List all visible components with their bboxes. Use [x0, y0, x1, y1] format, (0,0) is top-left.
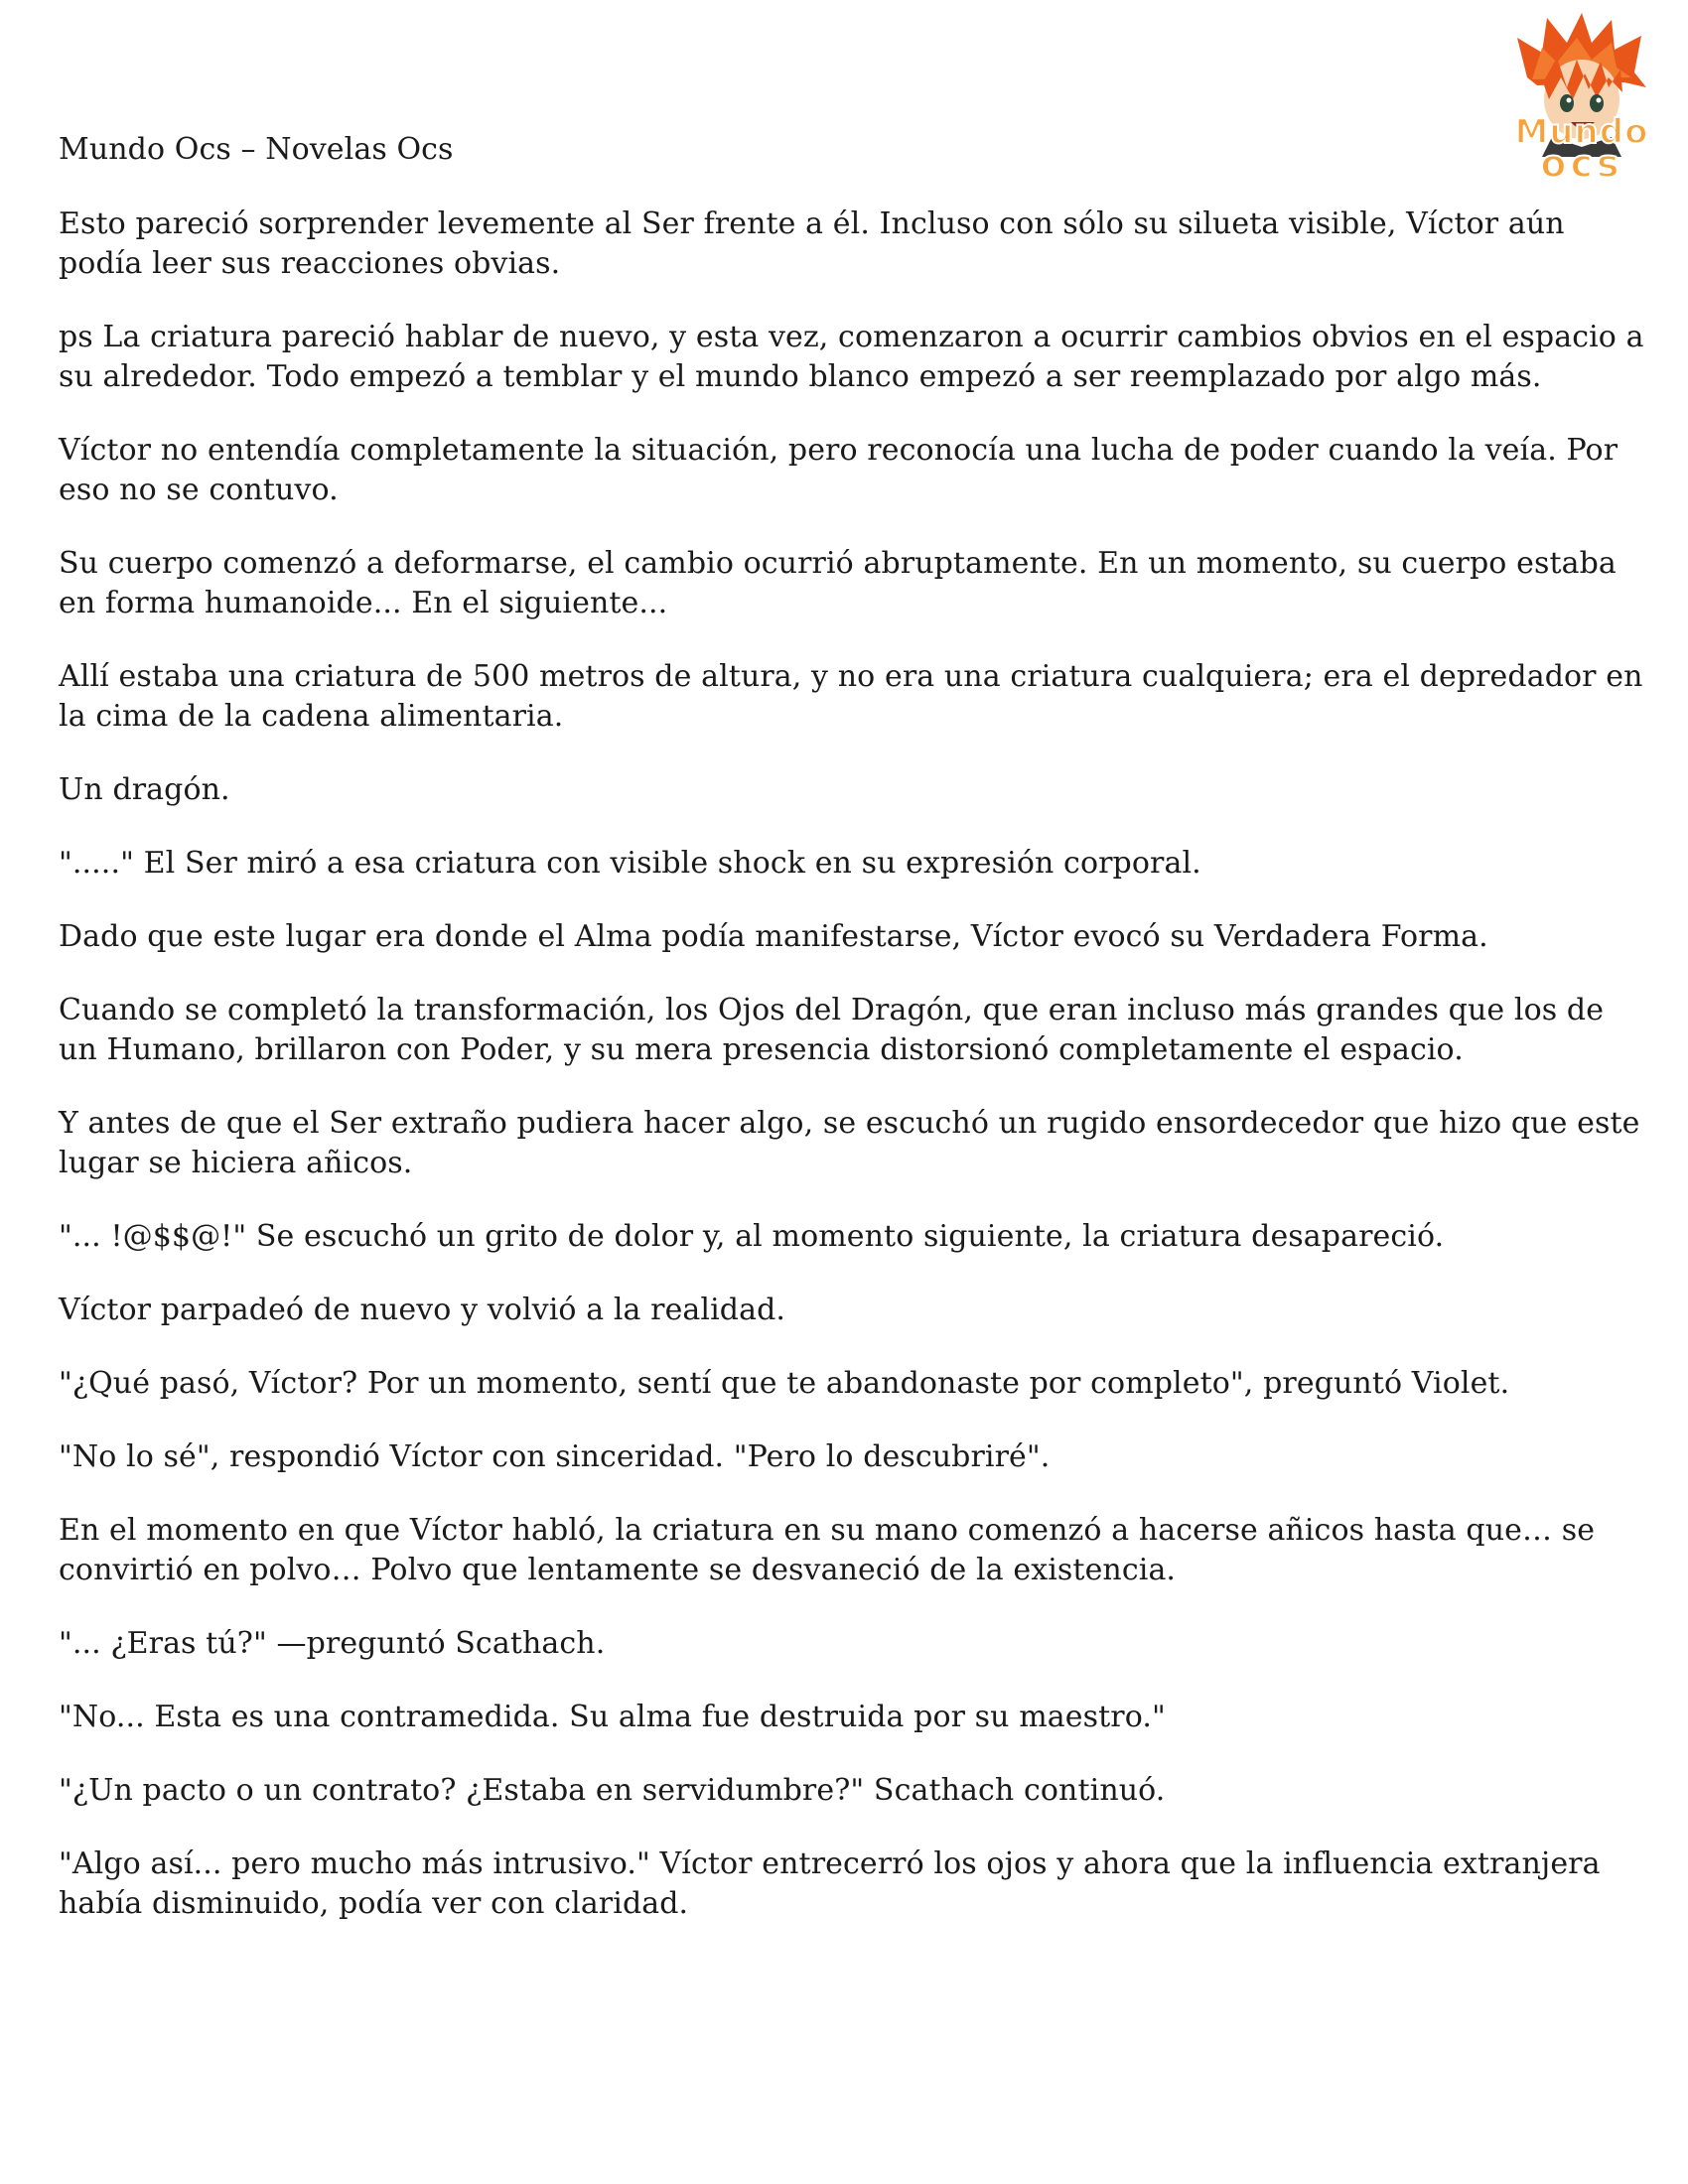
- paragraph: Dado que este lugar era donde el Alma podía manifestarse, Víctor evocó su Verdadera Forma.: [59, 919, 1488, 954]
- paragraph: Allí estaba una criatura de 500 metros de altura, y no era una criatura cualquiera; era el depredador en la cima de la cadena alimentaria.: [59, 659, 1643, 734]
- mundo-ocs-logo: [1497, 8, 1666, 187]
- paragraph: Su cuerpo comenzó a deformarse, el cambio ocurrió abruptamente. En un momento, su cuerpo estaba en forma humanoide... En el siguiente...: [59, 546, 1617, 620]
- paragraph: "No lo sé", respondió Víctor con sinceridad. "Pero lo descubriré".: [59, 1439, 1051, 1474]
- paragraph: En el momento en que Víctor habló, la criatura en su mano comenzó a hacerse añicos hasta que… se convirtió en polvo… Polvo que lentamente se desvaneció de la existencia.: [59, 1513, 1596, 1587]
- paragraph: "Algo así... pero mucho más intrusivo." Víctor entrecerró los ojos y ahora que la influencia extranjera había disminuido, podía ver con claridad.: [59, 1846, 1601, 1921]
- page-header: Mundo Ocs – Novelas Ocs: [59, 132, 454, 167]
- paragraph: "....." El Ser miró a esa criatura con visible shock en su expresión corporal.: [59, 846, 1201, 881]
- paragraph: Víctor no entendía completamente la situación, pero reconocía una lucha de poder cuando la veía. Por eso no se contuvo.: [59, 433, 1618, 507]
- paragraph: Un dragón.: [59, 772, 230, 807]
- paragraph: Esto pareció sorprender levemente al Ser frente a él. Incluso con sólo su silueta visible, Víctor aún podía leer sus reacciones obvias.: [59, 206, 1565, 281]
- paragraph: "¿Un pacto o un contrato? ¿Estaba en servidumbre?" Scathach continuó.: [59, 1773, 1166, 1808]
- logo-text-bottom: ocs: [1540, 142, 1623, 186]
- paragraph: ps La criatura pareció hablar de nuevo, y esta vez, comenzaron a ocurrir cambios obvios en el espacio a su alrededor. Todo empezó a temblar y el mundo blanco empezó a ser reemplazado por algo más.: [59, 320, 1644, 394]
- paragraph: Cuando se completó la transformación, los Ojos del Dragón, que eran incluso más grandes que los de un Humano, brillaron con Poder, y su mera presencia distorsionó completamente el espacio.: [59, 993, 1605, 1067]
- logo-text-top: Mundo: [1514, 112, 1649, 152]
- paragraph: Y antes de que el Ser extraño pudiera hacer algo, se escuchó un rugido ensordecedor que hizo que este lugar se hiciera añicos.: [59, 1106, 1640, 1180]
- paragraph: "¿Qué pasó, Víctor? Por un momento, sentí que te abandonaste por completo", preguntó Violet.: [59, 1366, 1510, 1401]
- paragraph: "No... Esta es una contramedida. Su alma fue destruida por su maestro.": [59, 1700, 1166, 1734]
- document-body: [59, 205, 1647, 1958]
- paragraph: Víctor parpadeó de nuevo y volvió a la realidad.: [59, 1293, 786, 1327]
- paragraph: "... !@$$@!" Se escuchó un grito de dolor y, al momento siguiente, la criatura desapareció.: [59, 1219, 1445, 1254]
- paragraph: "... ¿Eras tú?" —preguntó Scathach.: [59, 1626, 606, 1661]
